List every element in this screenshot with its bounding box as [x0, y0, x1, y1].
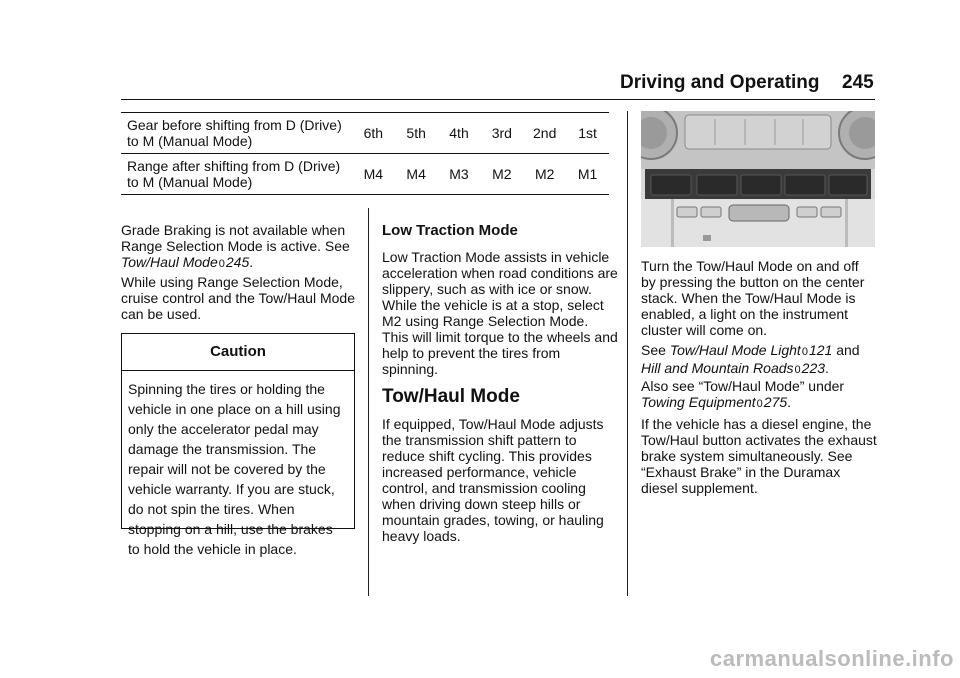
- table-cell: 5th: [395, 113, 438, 154]
- page-ref-icon: 0: [218, 258, 225, 270]
- diesel-engine-paragraph: If the vehicle has a diesel engine, the Tow/Haul button activates the exhaust brake system simultaneously. See “Exhaust Brake” in the Duramax diesel supplement.: [641, 416, 877, 496]
- header-rule: [121, 99, 875, 100]
- ref-link[interactable]: Tow/Haul Mode Light: [669, 342, 801, 358]
- ref-link[interactable]: Tow/Haul Mode: [121, 254, 218, 270]
- column-divider: [368, 208, 369, 596]
- table-cell: M2: [480, 154, 523, 195]
- table-row-label: Range after shifting from D (Drive) to M (Manual Mode): [121, 154, 352, 195]
- page-ref-icon: 0: [801, 346, 808, 358]
- caution-body: Spinning the tires or holding the vehicle in one place on a hill using only the accelerator pedal may damage the transmission. The repair will not be covered by the vehicle warranty. If you are stuck, do not spin the tires. When stopping on a hill, use the brakes to hold the vehicle in place.: [128, 381, 341, 557]
- see-also-paragraph: See Tow/Haul Mode Light0121 and Hill and Mountain Roads0223.: [641, 342, 860, 376]
- table-cell: 4th: [438, 113, 481, 154]
- ref-link[interactable]: Hill and Mountain Roads: [641, 360, 794, 376]
- tow-haul-paragraph: If equipped, Tow/Haul Mode adjusts the transmission shift pattern to reduce shift cycling. This provides increased performance, vehicle control, and transmission cooling when driving down steep hills or mountain grades, towing, or hauling heavy loads.: [382, 416, 604, 544]
- table-cell: M1: [566, 154, 609, 195]
- center-stack-illustration: [641, 111, 875, 247]
- page-ref-icon: 0: [756, 398, 763, 410]
- table-cell: M3: [438, 154, 481, 195]
- ref-page[interactable]: 121: [808, 342, 833, 358]
- range-selection-paragraph: While using Range Selection Mode, cruise control and the Tow/Haul Mode can be used.: [121, 274, 355, 322]
- table-cell: 6th: [352, 113, 395, 154]
- table-row: [121, 154, 609, 195]
- table-row: [121, 113, 609, 154]
- caution-box: [121, 333, 355, 557]
- page-ref-icon: 0: [794, 364, 801, 376]
- table-cell: M4: [352, 154, 395, 195]
- table-cell: 1st: [566, 113, 609, 154]
- low-traction-heading: Low Traction Mode: [382, 222, 518, 239]
- center-stack-photo: [641, 111, 875, 247]
- low-traction-paragraph: Low Traction Mode assists in vehicle acceleration when road conditions are slippery, such as with ice or snow. While the vehicle is at a stop, select M2 using Range Selection Mode. This will limit torque to the wheels and help to prevent the tires from spinning.: [382, 249, 618, 377]
- table-row-label: Gear before shifting from D (Drive) to M (Manual Mode): [121, 113, 352, 154]
- grade-braking-paragraph: Grade Braking is not available when Range Selection Mode is active. See Tow/Haul Mode0245.: [121, 222, 350, 270]
- column-divider: [627, 111, 628, 596]
- table-cell: 2nd: [523, 113, 566, 154]
- towing-equipment-paragraph: Also see “Tow/Haul Mode” under Towing Equipment0275.: [641, 378, 845, 410]
- table-cell: M2: [523, 154, 566, 195]
- ref-page[interactable]: 223: [801, 360, 826, 376]
- tow-haul-heading: Tow/Haul Mode: [382, 386, 520, 407]
- section-title: Driving and Operating: [620, 72, 820, 93]
- caution-title: Caution: [122, 334, 354, 371]
- page-number: 245: [842, 72, 874, 93]
- table-cell: M4: [395, 154, 438, 195]
- table-cell: 3rd: [480, 113, 523, 154]
- ref-page[interactable]: 245: [225, 254, 250, 270]
- ref-link[interactable]: Towing Equipment: [641, 394, 756, 410]
- watermark: carmanualsonline.info: [710, 646, 954, 671]
- tow-haul-operation-paragraph: Turn the Tow/Haul Mode on and off by pressing the button on the center stack. When the Tow/Haul Mode is enabled, a light on the instrument cluster will come on.: [641, 258, 865, 338]
- ref-page[interactable]: 275: [763, 394, 788, 410]
- gear-range-table: [121, 112, 609, 195]
